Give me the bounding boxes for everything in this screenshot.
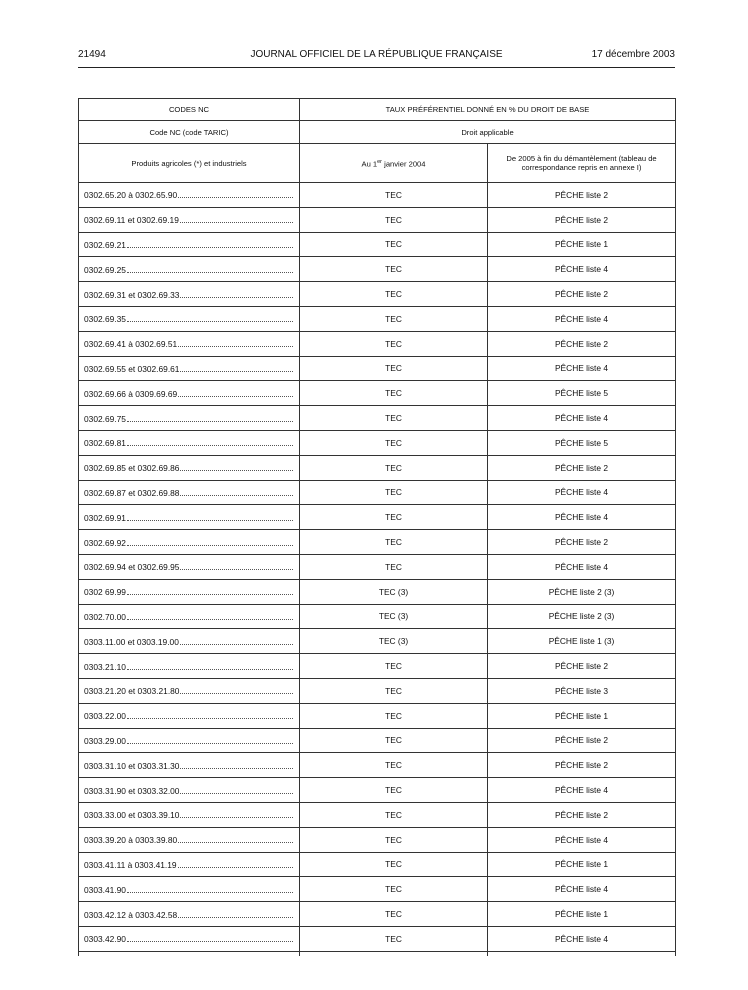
table-row (79, 778, 676, 803)
nc-code-cell (79, 207, 300, 232)
nc-code-cell (79, 381, 300, 406)
nc-code: 0302.70.00 (84, 611, 126, 622)
nc-code-wrap (84, 413, 293, 424)
dot-leader (180, 561, 293, 570)
nc-code-cell (79, 579, 300, 604)
droit-applicable-header: Droit applicable (300, 121, 676, 144)
rate-2005-cell: PÊCHE liste 4 (488, 480, 676, 505)
dot-leader (127, 264, 293, 273)
nc-code: 0302.69.21 (84, 239, 126, 250)
rate-2005-cell: PÊCHE liste 1 (488, 852, 676, 877)
nc-code-cell (79, 877, 300, 902)
nc-code: 0302.69.91 (84, 512, 126, 523)
nc-code: 0302.69.35 (84, 314, 126, 325)
rate-2004-cell: TEC (300, 827, 488, 852)
nc-code: 0303.33.00 et 0303.39.10 (84, 810, 180, 821)
continuation-cell (79, 951, 300, 956)
nc-code-wrap (84, 661, 293, 672)
nc-code: 0302.69.31 et 0302.69.33 (84, 289, 180, 300)
nc-code-cell (79, 678, 300, 703)
dot-leader (127, 661, 293, 670)
dot-leader (127, 586, 293, 595)
dot-leader (127, 437, 293, 446)
nc-code: 0302.69.11 et 0302.69.19 (84, 215, 179, 226)
nc-code-cell (79, 505, 300, 530)
nc-code-wrap (84, 909, 293, 920)
nc-code-cell (79, 232, 300, 257)
nc-code-cell (79, 604, 300, 629)
rate-2005-cell: PÊCHE liste 4 (488, 257, 676, 282)
table-row (79, 678, 676, 703)
dot-leader (127, 512, 293, 521)
nc-code-cell (79, 331, 300, 356)
rate-2005-cell: PÊCHE liste 1 (3) (488, 629, 676, 654)
header-row-1 (79, 99, 676, 121)
rate-2005-cell: PÊCHE liste 4 (488, 877, 676, 902)
rate-2004-cell: TEC (300, 554, 488, 579)
nc-code-wrap (84, 537, 293, 548)
table-row (79, 629, 676, 654)
table-row (79, 331, 676, 356)
rate-2004-cell: TEC (300, 455, 488, 480)
nc-code-cell (79, 902, 300, 927)
nc-code-cell (79, 802, 300, 827)
rate-2005-cell: PÊCHE liste 2 (488, 654, 676, 679)
nc-code-cell (79, 654, 300, 679)
dot-leader (127, 313, 293, 322)
table-row (79, 753, 676, 778)
nc-code-wrap (84, 561, 293, 572)
table-row (79, 257, 676, 282)
table-row (79, 406, 676, 431)
nc-code: 0303.22.00 (84, 711, 126, 722)
rate-2005-cell: PÊCHE liste 2 (488, 753, 676, 778)
dot-leader (180, 760, 293, 769)
rate-2004-cell: TEC (300, 430, 488, 455)
table-row (79, 530, 676, 555)
table-row (79, 852, 676, 877)
codes-nc-header: CODES NC (79, 99, 300, 121)
tariff-table (78, 98, 676, 956)
code-taric-header: Code NC (code TARIC) (79, 121, 300, 144)
table-row (79, 604, 676, 629)
rate-2005-cell: PÊCHE liste 1 (488, 232, 676, 257)
table-row (79, 306, 676, 331)
nc-code: 0302.69.75 (84, 413, 126, 424)
nc-code: 0302.69.87 et 0302.69.88 (84, 487, 180, 498)
dot-leader (180, 462, 293, 471)
rate-2005-cell: PÊCHE liste 4 (488, 554, 676, 579)
nc-code: 0302 69.99 (84, 587, 126, 598)
rate-2005-cell: PÊCHE liste 4 (488, 505, 676, 530)
dot-leader (180, 289, 293, 298)
rate-2005-cell: PÊCHE liste 4 (488, 406, 676, 431)
nc-code-wrap (84, 685, 293, 696)
nc-code-wrap (84, 760, 293, 771)
rate-2004-cell: TEC (300, 356, 488, 381)
nc-code: 0303.21.10 (84, 661, 126, 672)
rate-2004-cell: TEC (300, 852, 488, 877)
table-row (79, 877, 676, 902)
nc-code: 0302.69.81 (84, 438, 126, 449)
rate-2004-cell: TEC (3) (300, 579, 488, 604)
rate-2005-cell: PÊCHE liste 2 (488, 207, 676, 232)
table-row (79, 554, 676, 579)
nc-code: 0302.69.55 et 0302.69.61 (84, 363, 180, 374)
rate-2004-cell: TEC (300, 381, 488, 406)
rate-2004-cell: TEC (300, 753, 488, 778)
nc-code-cell (79, 852, 300, 877)
dot-leader (180, 685, 293, 694)
nc-code-cell (79, 480, 300, 505)
nc-code-wrap (84, 611, 293, 622)
nc-code: 0302.69.66 à 0309.69.69 (84, 388, 178, 399)
header-row-3 (79, 144, 676, 183)
nc-code: 0302.69.92 (84, 537, 126, 548)
table-row (79, 356, 676, 381)
rate-2005-cell: PÊCHE liste 4 (488, 827, 676, 852)
rate-2004-cell: TEC (300, 505, 488, 530)
nc-code-cell (79, 530, 300, 555)
rate-2004-cell: TEC (300, 232, 488, 257)
rate-2005-cell: PÊCHE liste 5 (488, 430, 676, 455)
table-row (79, 579, 676, 604)
dot-leader (127, 537, 293, 546)
nc-code-wrap (84, 239, 293, 250)
nc-code: 0303.41.90 (84, 884, 126, 895)
nc-code: 0303.41.11 à 0303.41.19 (84, 859, 177, 870)
rate-2005-cell: PÊCHE liste 2 (488, 183, 676, 208)
rate-2005-cell: PÊCHE liste 2 (488, 530, 676, 555)
table-row (79, 802, 676, 827)
rate-2004-cell: TEC (3) (300, 604, 488, 629)
taux-preferentiel-header: TAUX PRÉFÉRENTIEL DONNÉ EN % DU DROIT DE BASE (300, 99, 676, 121)
nc-code-wrap (84, 809, 293, 820)
nc-code-wrap (84, 313, 293, 324)
nc-code-wrap (84, 884, 293, 895)
table-row (79, 654, 676, 679)
rate-2004-cell: TEC (300, 902, 488, 927)
table-row (79, 207, 676, 232)
jan-2004-header-sup: er (377, 158, 383, 165)
table-row (79, 381, 676, 406)
dot-leader (180, 809, 293, 818)
nc-code-wrap (84, 636, 293, 647)
nc-code: 0302.69.94 et 0302.69.95 (84, 562, 180, 573)
dot-leader (178, 189, 293, 198)
rate-2004-cell: TEC (300, 926, 488, 951)
rate-2004-cell: TEC (300, 331, 488, 356)
produits-header: Produits agricoles (*) et industriels (79, 144, 300, 183)
table-row (79, 703, 676, 728)
rate-2005-cell: PÊCHE liste 2 (488, 455, 676, 480)
rate-2005-cell: PÊCHE liste 4 (488, 356, 676, 381)
jan-2004-header (300, 144, 488, 183)
nc-code: 0303.39.20 à 0303.39.80 (84, 835, 178, 846)
nc-code: 0303.11.00 et 0303.19.00 (84, 636, 179, 647)
rate-2005-cell: PÊCHE liste 1 (488, 703, 676, 728)
rate-2004-cell: TEC (300, 728, 488, 753)
dot-leader (180, 214, 293, 223)
rate-2005-cell: PÊCHE liste 2 (488, 802, 676, 827)
rate-2004-cell: TEC (300, 406, 488, 431)
nc-code-wrap (84, 487, 293, 498)
nc-code-cell (79, 827, 300, 852)
table-row (79, 183, 676, 208)
nc-code-wrap (84, 214, 293, 225)
nc-code-cell (79, 356, 300, 381)
nc-code-cell (79, 282, 300, 307)
nc-code-wrap (84, 289, 293, 300)
rate-2005-cell: PÊCHE liste 1 (488, 902, 676, 927)
header-rule (78, 67, 675, 68)
continuation-cell (488, 951, 676, 956)
dot-leader (127, 735, 293, 744)
dot-leader (178, 909, 293, 918)
nc-code-wrap (84, 189, 293, 200)
nc-code-wrap (84, 586, 293, 597)
table-row (79, 728, 676, 753)
dot-leader (127, 884, 293, 893)
nc-code-wrap (84, 834, 293, 845)
rate-2005-cell: PÊCHE liste 2 (488, 331, 676, 356)
rate-2004-cell: TEC (300, 480, 488, 505)
table-row (79, 480, 676, 505)
rate-2004-cell: TEC (300, 678, 488, 703)
nc-code: 0303.29.00 (84, 735, 126, 746)
table-row (79, 827, 676, 852)
rate-2005-cell: PÊCHE liste 3 (488, 678, 676, 703)
nc-code-wrap (84, 512, 293, 523)
rate-2004-cell: TEC (300, 207, 488, 232)
nc-code-wrap (84, 735, 293, 746)
nc-code-wrap (84, 785, 293, 796)
jan-2004-header-pre: Au 1 (361, 159, 378, 169)
nc-code: 0303.42.12 à 0303.42.58 (84, 909, 178, 920)
table-row (79, 430, 676, 455)
nc-code-cell (79, 554, 300, 579)
nc-code-cell (79, 183, 300, 208)
dot-leader (180, 363, 293, 372)
nc-code-cell (79, 306, 300, 331)
table-row (79, 282, 676, 307)
nc-code: 0303.31.10 et 0303.31.30 (84, 760, 180, 771)
rate-2004-cell: TEC (300, 257, 488, 282)
journal-title: JOURNAL OFFICIEL DE LA RÉPUBLIQUE FRANÇAISE (250, 49, 503, 60)
nc-code-cell (79, 455, 300, 480)
nc-code-wrap (84, 388, 293, 399)
dot-leader (127, 413, 293, 422)
dot-leader (127, 611, 293, 620)
table-row (79, 505, 676, 530)
rate-2005-cell: PÊCHE liste 4 (488, 926, 676, 951)
rate-2005-cell: PÊCHE liste 4 (488, 778, 676, 803)
rate-2005-cell: PÊCHE liste 2 (488, 728, 676, 753)
nc-code: 0303.42.90 (84, 934, 126, 945)
dot-leader (180, 785, 293, 794)
nc-code: 0303.31.90 et 0303.32.00 (84, 785, 180, 796)
nc-code-cell (79, 728, 300, 753)
nc-code-wrap (84, 264, 293, 275)
rate-2005-cell: PÊCHE liste 2 (3) (488, 604, 676, 629)
rate-2004-cell: TEC (300, 877, 488, 902)
table-row (79, 926, 676, 951)
rate-2004-cell: TEC (3) (300, 629, 488, 654)
table-continuation (79, 951, 676, 956)
nc-code: 0303.21.20 et 0303.21.80 (84, 686, 180, 697)
dismantling-header: De 2005 à fin du démantèlement (tableau de correspondance repris en annexe I) (488, 144, 676, 183)
rate-2005-cell: PÊCHE liste 4 (488, 306, 676, 331)
nc-code: 0302.69.25 (84, 264, 126, 275)
dot-leader (180, 487, 293, 496)
continuation-cell (300, 951, 488, 956)
rate-2004-cell: TEC (300, 282, 488, 307)
nc-code-wrap (84, 363, 293, 374)
dot-leader (127, 710, 293, 719)
nc-code-wrap (84, 933, 293, 944)
rate-2004-cell: TEC (300, 703, 488, 728)
nc-code-wrap (84, 437, 293, 448)
nc-code-cell (79, 703, 300, 728)
nc-code-wrap (84, 859, 293, 870)
page-number: 21494 (78, 49, 106, 60)
rate-2004-cell: TEC (300, 802, 488, 827)
dot-leader (178, 338, 293, 347)
table-row (79, 232, 676, 257)
nc-code-cell (79, 257, 300, 282)
dot-leader (127, 933, 293, 942)
nc-code-cell (79, 753, 300, 778)
nc-code-wrap (84, 462, 293, 473)
table-row (79, 902, 676, 927)
publication-date: 17 décembre 2003 (591, 49, 675, 60)
dot-leader (178, 859, 293, 868)
rate-2004-cell: TEC (300, 654, 488, 679)
page-header (78, 48, 675, 62)
dot-leader (178, 834, 293, 843)
nc-code: 0302.69.85 et 0302.69.86 (84, 463, 180, 474)
rate-2004-cell: TEC (300, 183, 488, 208)
nc-code: 0302.69.41 à 0302.69.51 (84, 339, 178, 350)
nc-code-cell (79, 778, 300, 803)
dot-leader (178, 388, 293, 397)
nc-code-cell (79, 430, 300, 455)
rate-2005-cell: PÊCHE liste 2 (3) (488, 579, 676, 604)
jan-2004-header-post: janvier 2004 (382, 159, 426, 169)
nc-code: 0302.65.20 à 0302.65.90 (84, 190, 178, 201)
nc-code-cell (79, 926, 300, 951)
nc-code-wrap (84, 338, 293, 349)
table-row (79, 455, 676, 480)
rate-2004-cell: TEC (300, 530, 488, 555)
rate-2005-cell: PÊCHE liste 5 (488, 381, 676, 406)
rate-2004-cell: TEC (300, 306, 488, 331)
nc-code-wrap (84, 710, 293, 721)
rate-2004-cell: TEC (300, 778, 488, 803)
dot-leader (180, 636, 293, 645)
dot-leader (127, 239, 293, 248)
nc-code-cell (79, 406, 300, 431)
header-row-2 (79, 121, 676, 144)
rate-2005-cell: PÊCHE liste 2 (488, 282, 676, 307)
nc-code-cell (79, 629, 300, 654)
